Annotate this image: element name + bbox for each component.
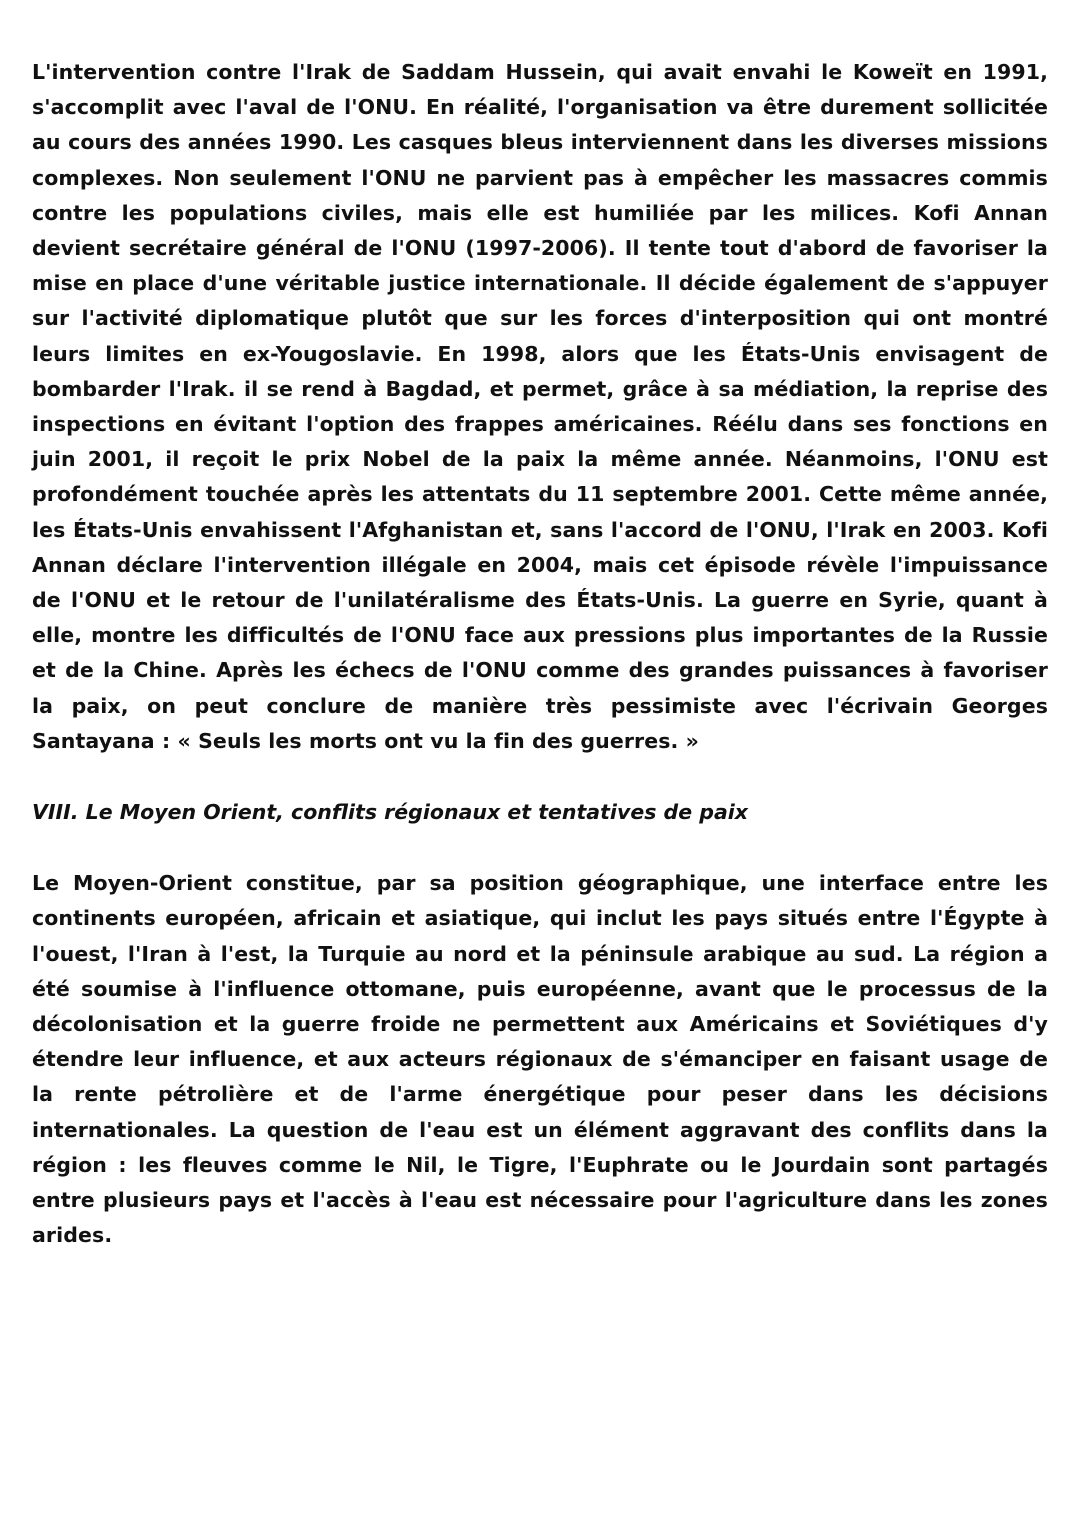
section-heading: VIII. Le Moyen Orient, conflits régionaux et tentatives de paix — [32, 800, 749, 825]
paragraph-moyen-orient: Le Moyen-Orient constitue, par sa position géographique, une interface entre les continents européen, africain et asiatique, qui inclut les pays situés entre l'Égypte à l'ouest, l'Iran à l'est, la Turquie au nord et la péninsule arabique au sud. La région a été soumise à l'influence ottomane, puis européenne, avant que le processus de la décolonisation et la guerre froide ne permettent aux Américains et Soviétiques d'y étendre leur influence, et aux acteurs régionaux de s'émanciper en faisant usage de la rente pétrolière et de l'arme énergétique pour peser dans les décisions internationales. La question de l'eau est un élément aggravant des conflits dans la région : les fleuves comme le Nil, le Tigre, l'Euphrate ou le Jourdain sont partagés entre plusieurs pays et l'accès à l'eau est nécessaire pour l'agriculture dans les zones arides. — [32, 871, 1048, 1248]
document-page — [32, 55, 1048, 1254]
paragraph-onu: L'intervention contre l'Irak de Saddam Hussein, qui avait envahi le Koweït en 1991, s'accomplit avec l'aval de l'ONU. En réalité, l'organisation va être durement sollicitée au cours des années 1990. Les casques bleus interviennent dans les diverses missions complexes. Non seulement l'ONU ne parvient pas à empêcher les massacres commis contre les populations civiles, mais elle est humiliée par les milices. Kofi Annan devient secrétaire général de l'ONU (1997-2006). Il tente tout d'abord de favoriser la mise en place d'une véritable justice internationale. Il décide également de s'appuyer sur l'activité diplomatique plutôt que sur les forces d'interposition qui ont montré leurs limites en ex-Yougoslavie. En 1998, alors que les États-Unis envisagent de bombarder l'Irak. il se rend à Bagdad, et permet, grâce à sa médiation, la reprise des inspections en évitant l'option des frappes américaines. Réélu dans ses fonctions en juin 2001, il reçoit le prix Nobel de la paix la même année. Néanmoins, l'ONU est profondément touchée après les attentats du 11 septembre 2001. Cette même année, les États-Unis envahissent l'Afghanistan et, sans l'accord de l'ONU, l'Irak en 2003. Kofi Annan déclare l'intervention illégale en 2004, mais cet épisode révèle l'impuissance de l'ONU et le retour de l'unilatéralisme des États-Unis. La guerre en Syrie, quant à elle, montre les difficultés de l'ONU face aux pressions plus importantes de la Russie et de la Chine. Après les échecs de l'ONU comme des grandes puissances à favoriser la paix, on peut conclure de manière très pessimiste avec l'écrivain Georges Santayana : « Seuls les morts ont vu la fin des guerres. » — [32, 60, 1048, 753]
